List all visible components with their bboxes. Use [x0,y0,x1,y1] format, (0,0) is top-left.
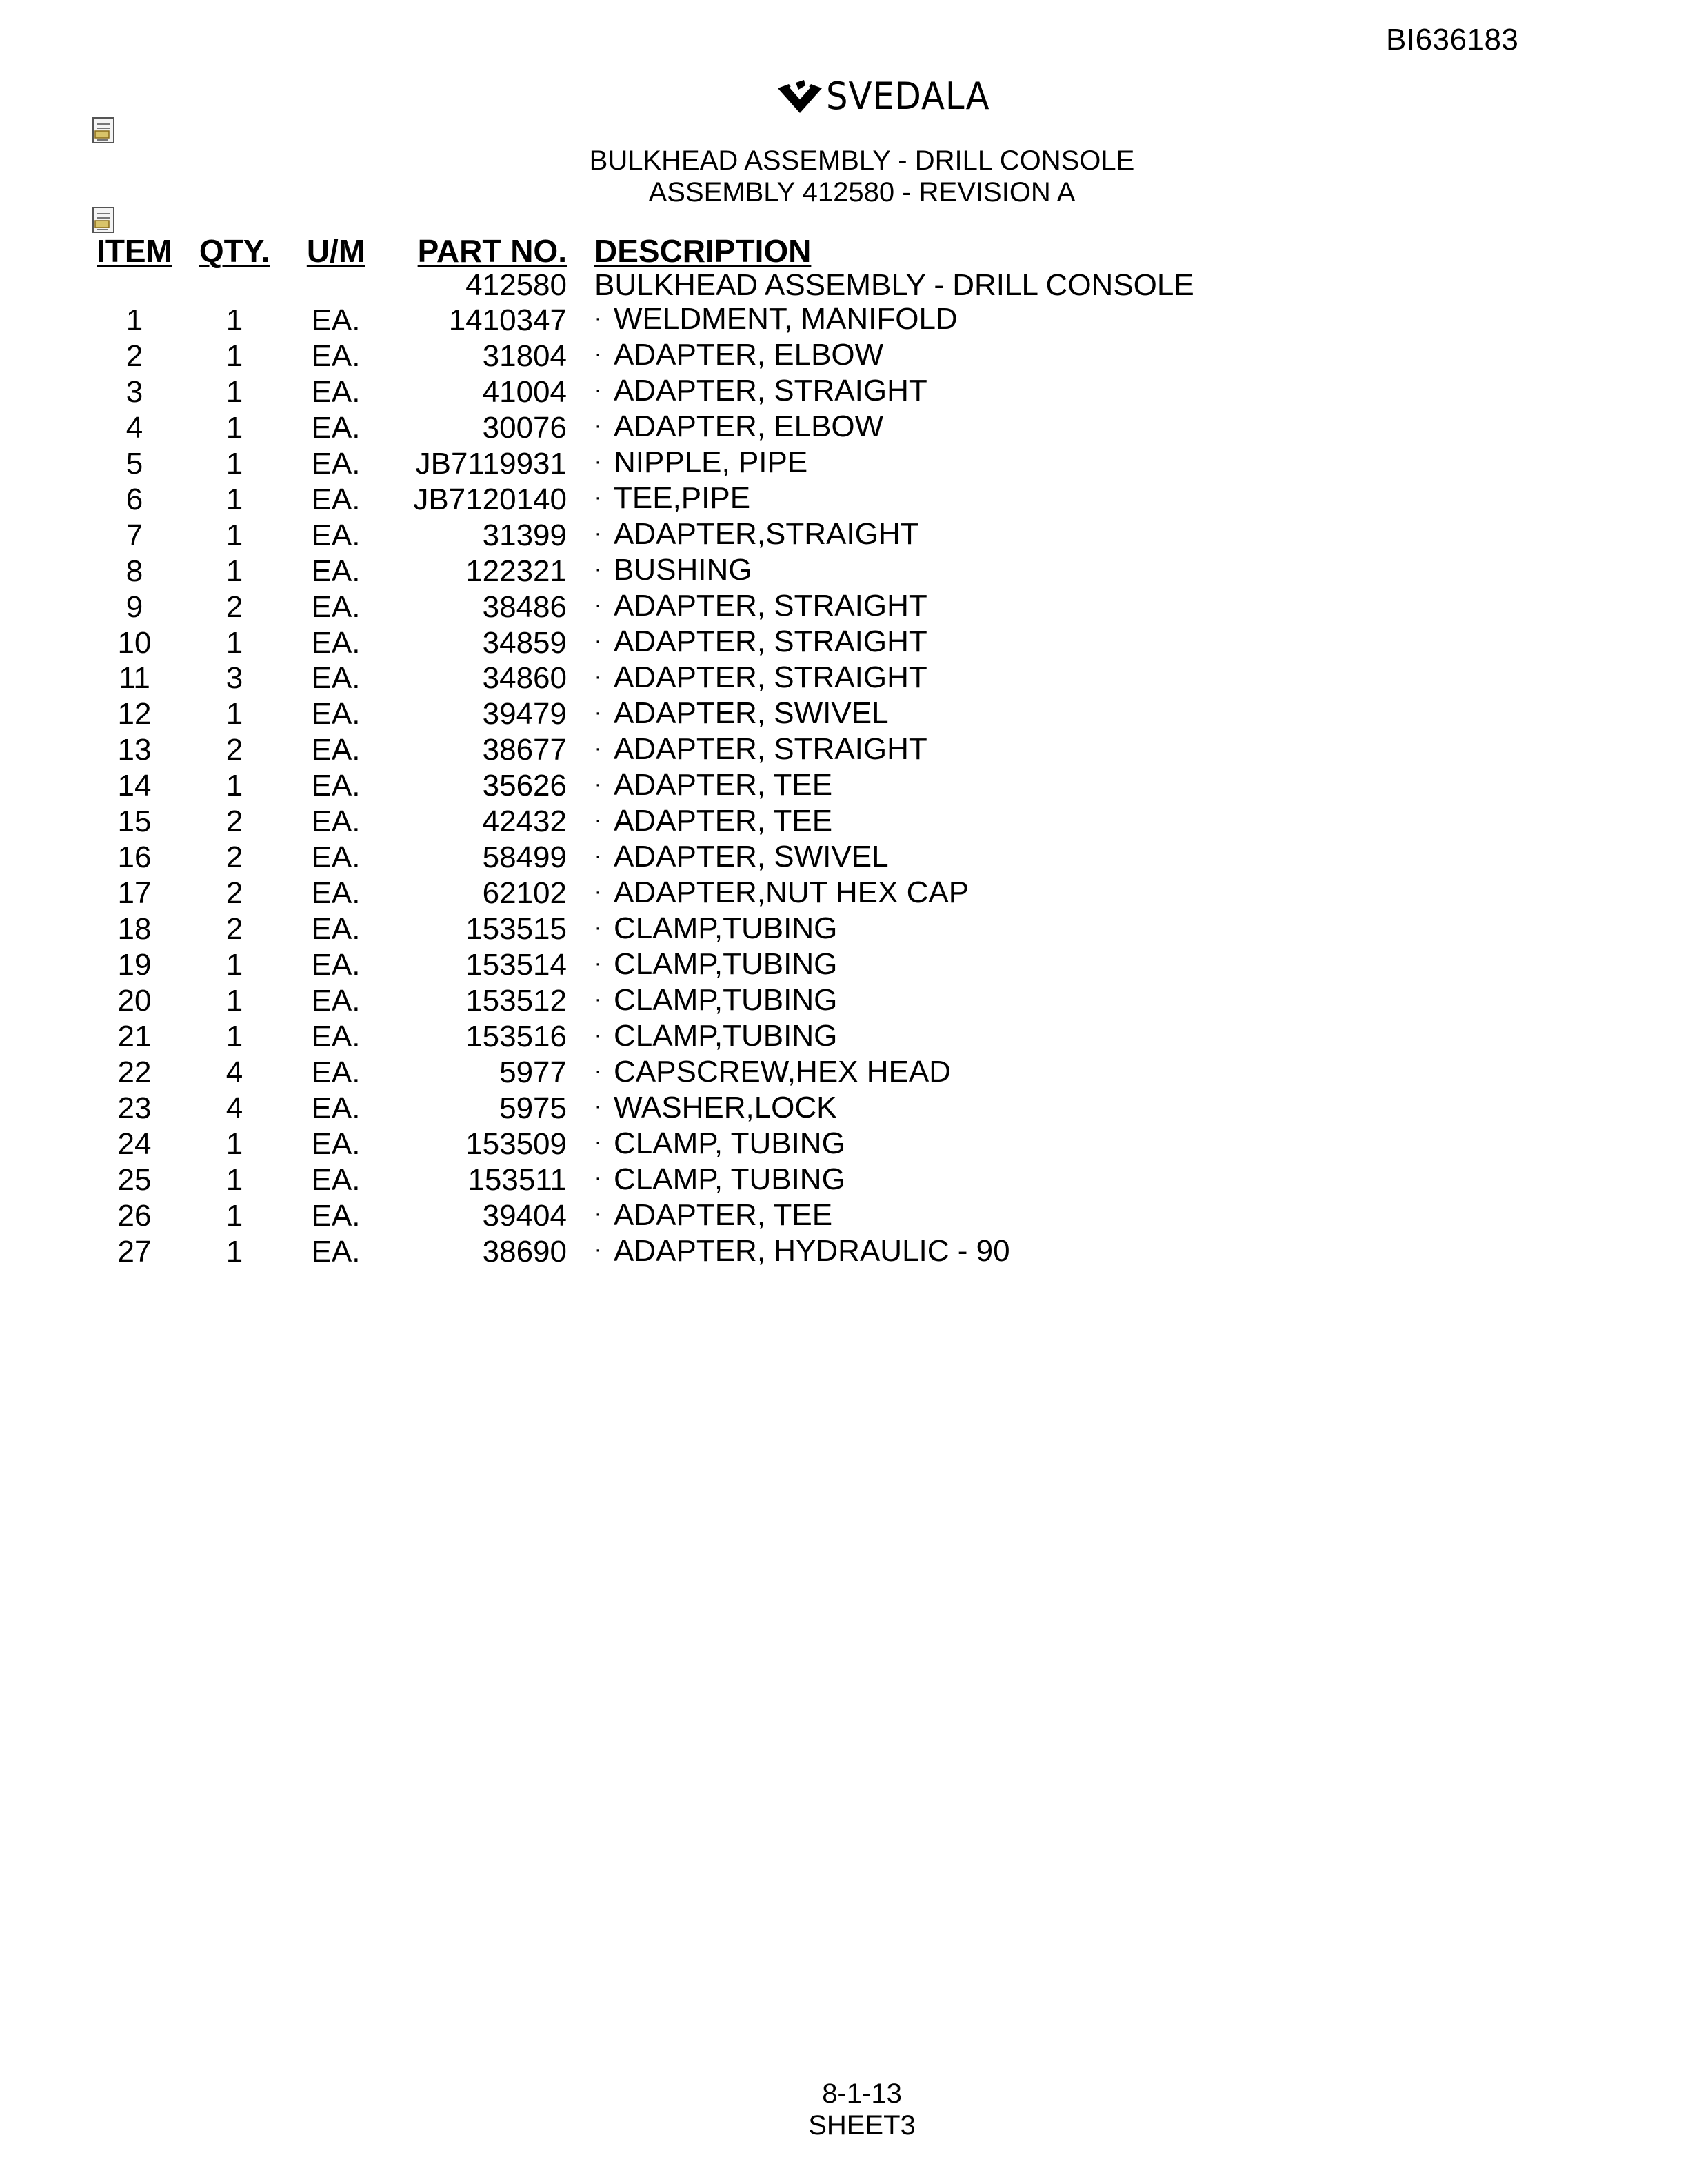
cell-description [567,517,1284,553]
table-row [90,804,1284,840]
cell-item: 13 [117,733,152,767]
column-header-item: ITEM [97,233,172,269]
cell-um: EA. [311,338,361,373]
description-text: ADAPTER, HYDRAULIC - 90 [614,1233,1010,1268]
indent-bullet: · [594,450,601,474]
cell-description [567,983,1284,1019]
cell-description [567,696,1284,732]
cell-description [567,1198,1284,1234]
table-row [90,840,1284,876]
cell-description [567,374,1284,410]
cell-description [567,481,1284,517]
indent-bullet: · [594,521,601,545]
cell-description [567,876,1284,911]
description-text: CLAMP, TUBING [614,1162,845,1196]
cell-item: 18 [117,912,152,947]
table-row [90,338,1284,374]
cell-part-no: JB7119931 [415,446,567,481]
cell-description: BULKHEAD ASSEMBLY - DRILL CONSOLE [594,268,1194,303]
cell-qty: 1 [225,769,243,803]
cell-description [567,804,1284,840]
indent-bullet: · [594,1095,601,1118]
cell-description [567,947,1284,983]
cell-um: EA. [311,446,361,481]
cell-description [567,1091,1284,1126]
cell-part-no: 62102 [482,876,567,911]
cell-um: EA. [311,661,361,696]
cell-part-no: 31399 [482,518,567,552]
description-text: CAPSCREW,HEX HEAD [614,1054,951,1089]
cell-qty: 2 [225,733,243,767]
cell-um: EA. [311,876,361,911]
cell-um [290,268,382,302]
cell-description [567,732,1284,768]
cell-qty: 1 [225,338,243,373]
table-row [90,1091,1284,1126]
cell-um: EA. [311,554,361,588]
description-text: ADAPTER, TEE [614,1197,833,1232]
cell-item: 2 [125,338,143,373]
cell-description [567,1162,1284,1198]
description-text: WASHER,LOCK [614,1090,837,1124]
cell-qty: 1 [225,303,243,337]
cell-item: 6 [125,482,143,516]
table-row [90,1019,1284,1055]
cell-qty: 1 [225,1199,243,1233]
table-row [90,410,1284,445]
cell-part-no: 30076 [482,410,567,445]
cell-um: EA. [311,1234,361,1268]
indent-bullet: · [594,307,601,330]
cell-item: 25 [117,1163,152,1197]
embedded-document-icon[interactable] [91,116,119,146]
cell-qty: 1 [225,374,243,409]
cell-qty: 1 [225,446,243,481]
cell-part-no: 5975 [499,1091,567,1126]
cell-um: EA. [311,1091,361,1126]
cell-part-no: 5977 [499,1055,567,1090]
description-text: CLAMP, TUBING [614,1126,845,1160]
cell-um: EA. [311,589,361,624]
indent-bullet: · [594,987,601,1011]
cell-item: 8 [125,554,143,588]
cell-qty: 3 [225,661,243,696]
table-row [90,481,1284,517]
indent-bullet: · [594,665,601,688]
description-text: CLAMP,TUBING [614,1018,838,1053]
embedded-document-icon[interactable] [91,205,119,236]
cell-qty: 4 [225,1091,243,1126]
cell-part-no: 39479 [482,697,567,731]
cell-item: 7 [125,518,143,552]
cell-um: EA. [311,1127,361,1162]
cell-item: 24 [117,1127,152,1162]
cell-qty: 1 [225,697,243,731]
table-row [90,553,1284,589]
cell-um: EA. [311,733,361,767]
indent-bullet: · [594,844,601,867]
indent-bullet: · [594,1238,601,1262]
logo-wordmark: SVEDALA [826,74,990,118]
indent-bullet: · [594,700,601,724]
table-row [90,374,1284,410]
table-row [90,696,1284,732]
cell-um: EA. [311,1055,361,1090]
cell-item [90,268,179,302]
footer-sheet: SHEET3 [808,2110,916,2141]
cell-description [567,1019,1284,1055]
cell-um: EA. [311,697,361,731]
cell-part-no: 34860 [482,661,567,696]
assembly-row [90,268,1284,302]
cell-qty: 1 [225,1020,243,1054]
cell-um: EA. [311,912,361,947]
indent-bullet: · [594,343,601,366]
cell-qty: 2 [225,805,243,839]
indent-bullet: · [594,414,601,438]
cell-um: EA. [311,1199,361,1233]
cell-part-no: 122321 [465,554,567,588]
cell-item: 9 [125,589,143,624]
cell-part-no: 153511 [468,1163,567,1197]
cell-part-no: 31804 [482,338,567,373]
indent-bullet: · [594,593,601,616]
description-text: CLAMP,TUBING [614,911,838,945]
cell-qty: 4 [225,1055,243,1090]
cell-um: EA. [311,984,361,1018]
document-id: BI636183 [1386,23,1519,57]
cell-um: EA. [311,840,361,875]
cell-item: 1 [125,303,143,337]
description-text: ADAPTER, STRAIGHT [614,374,927,408]
description-text: CLAMP,TUBING [614,947,838,981]
cell-part-no: 153512 [465,984,567,1018]
indent-bullet: · [594,1059,601,1082]
cell-description [567,768,1284,804]
indent-bullet: · [594,951,601,975]
cell-qty: 1 [225,1234,243,1268]
cell-qty: 1 [225,948,243,982]
cell-part-no: 58499 [482,840,567,875]
page-footer [0,2078,1688,2141]
description-text: ADAPTER, STRAIGHT [614,625,927,659]
cell-qty: 1 [225,482,243,516]
cell-item: 3 [125,374,143,409]
description-text: ADAPTER, SWIVEL [614,696,889,731]
indent-bullet: · [594,1023,601,1046]
cell-item: 5 [125,446,143,481]
cell-um: EA. [311,948,361,982]
table-header-row [90,234,1284,268]
cell-um: EA. [311,410,361,445]
cell-um: EA. [311,374,361,409]
cell-qty: 1 [225,1127,243,1162]
cell-item: 14 [117,769,152,803]
table-row [90,768,1284,804]
description-text: ADAPTER, TEE [614,768,833,802]
description-text: NIPPLE, PIPE [614,445,808,480]
cell-item: 19 [117,948,152,982]
cell-qty: 1 [225,984,243,1018]
cell-qty: 1 [225,1163,243,1197]
cell-description [567,625,1284,660]
cell-part-no: 39404 [482,1199,567,1233]
table-row [90,947,1284,983]
indent-bullet: · [594,808,601,831]
description-text: ADAPTER,STRAIGHT [614,517,919,552]
table-row [90,1162,1284,1198]
column-header-description: DESCRIPTION [594,233,812,269]
cell-item: 11 [119,661,150,696]
table-row [90,983,1284,1019]
cell-item: 23 [117,1091,152,1126]
cell-description [567,1126,1284,1162]
cell-um: EA. [311,482,361,516]
cell-description [567,840,1284,876]
indent-bullet: · [594,736,601,760]
cell-item: 27 [117,1234,152,1268]
indent-bullet: · [594,378,601,402]
cell-part-no: 38690 [482,1234,567,1268]
cell-item: 10 [117,625,152,660]
cell-description [567,1234,1284,1270]
indent-bullet: · [594,880,601,903]
description-text: TEE,PIPE [614,481,751,516]
description-text: CLAMP,TUBING [614,982,838,1017]
table-row [90,517,1284,553]
cell-description [567,338,1284,374]
cell-part-no: 42432 [482,805,567,839]
description-text: BUSHING [614,553,752,587]
cell-item: 26 [117,1199,152,1233]
description-text: ADAPTER, SWIVEL [614,839,889,873]
table-row [90,625,1284,660]
footer-date: 8-1-13 [822,2079,902,2109]
cell-item: 16 [117,840,152,875]
cell-item: 15 [117,805,152,839]
cell-description [567,911,1284,947]
cell-item: 21 [117,1020,152,1054]
cell-part-no: 153514 [465,948,567,982]
description-text: ADAPTER, STRAIGHT [614,660,927,695]
table-row [90,1198,1284,1234]
description-text: ADAPTER, ELBOW [614,338,884,372]
table-row [90,1126,1284,1162]
cell-qty: 2 [225,589,243,624]
indent-bullet: · [594,557,601,580]
cell-part-no: 153515 [465,912,567,947]
cell-description [567,589,1284,625]
cell-part-no: 38486 [482,589,567,624]
cell-um: EA. [311,805,361,839]
cell-description [567,410,1284,445]
cell-item: 4 [125,410,143,445]
cell-part-no: 153509 [465,1127,567,1162]
description-text: ADAPTER, ELBOW [614,410,884,444]
title-line-2: ASSEMBLY 412580 - REVISION A [648,177,1076,208]
description-text: ADAPTER, STRAIGHT [614,732,927,767]
cell-qty: 1 [225,625,243,660]
cell-qty: 1 [225,518,243,552]
cell-qty [179,268,290,302]
cell-item: 20 [117,984,152,1018]
indent-bullet: · [594,1131,601,1154]
description-text: ADAPTER,NUT HEX CAP [614,875,969,909]
cell-part-no: 38677 [482,733,567,767]
cell-description [567,302,1284,338]
description-text: ADAPTER, TEE [614,803,833,838]
cell-qty: 2 [225,912,243,947]
cell-qty: 2 [225,876,243,911]
indent-bullet: · [594,772,601,796]
cell-um: EA. [311,769,361,803]
cell-part-no: 1410347 [448,303,567,337]
description-text: ADAPTER, STRAIGHT [614,589,927,623]
cell-qty: 2 [225,840,243,875]
table-row [90,660,1284,696]
indent-bullet: · [594,629,601,652]
cell-part-no: JB7120140 [413,482,567,516]
table-row [90,876,1284,911]
cell-part-no: 34859 [482,625,567,660]
indent-bullet: · [594,1202,601,1226]
cell-um: EA. [311,518,361,552]
cell-description [567,445,1284,481]
svedala-logo [775,74,1004,119]
indent-bullet: · [594,486,601,509]
cell-description [567,660,1284,696]
table-row [90,589,1284,625]
svedala-logo-icon [775,77,825,116]
table-row [90,1055,1284,1091]
title-line-1: BULKHEAD ASSEMBLY - DRILL CONSOLE [589,145,1135,176]
document-title-block [0,145,1688,208]
cell-um: EA. [311,625,361,660]
cell-part-no: 41004 [482,374,567,409]
cell-qty: 1 [225,554,243,588]
cell-item: 17 [117,876,152,911]
indent-bullet: · [594,1166,601,1190]
cell-um: EA. [311,1020,361,1054]
column-header-um: U/M [306,233,365,269]
cell-description [567,1055,1284,1091]
parts-list-table [90,234,1284,1270]
cell-um: EA. [311,1163,361,1197]
table-row [90,445,1284,481]
cell-part-no: 412580 [465,268,567,303]
cell-item: 22 [117,1055,152,1090]
column-header-qty: QTY. [199,233,270,269]
table-row [90,302,1284,338]
table-row [90,911,1284,947]
cell-part-no: 153516 [465,1020,567,1054]
cell-qty: 1 [225,410,243,445]
cell-description [567,553,1284,589]
cell-um: EA. [311,303,361,337]
column-header-part-no: PART NO. [417,233,567,269]
table-row [90,732,1284,768]
description-text: WELDMENT, MANIFOLD [614,302,958,336]
cell-part-no: 35626 [482,769,567,803]
indent-bullet: · [594,916,601,939]
table-row [90,1234,1284,1270]
cell-item: 12 [117,697,152,731]
